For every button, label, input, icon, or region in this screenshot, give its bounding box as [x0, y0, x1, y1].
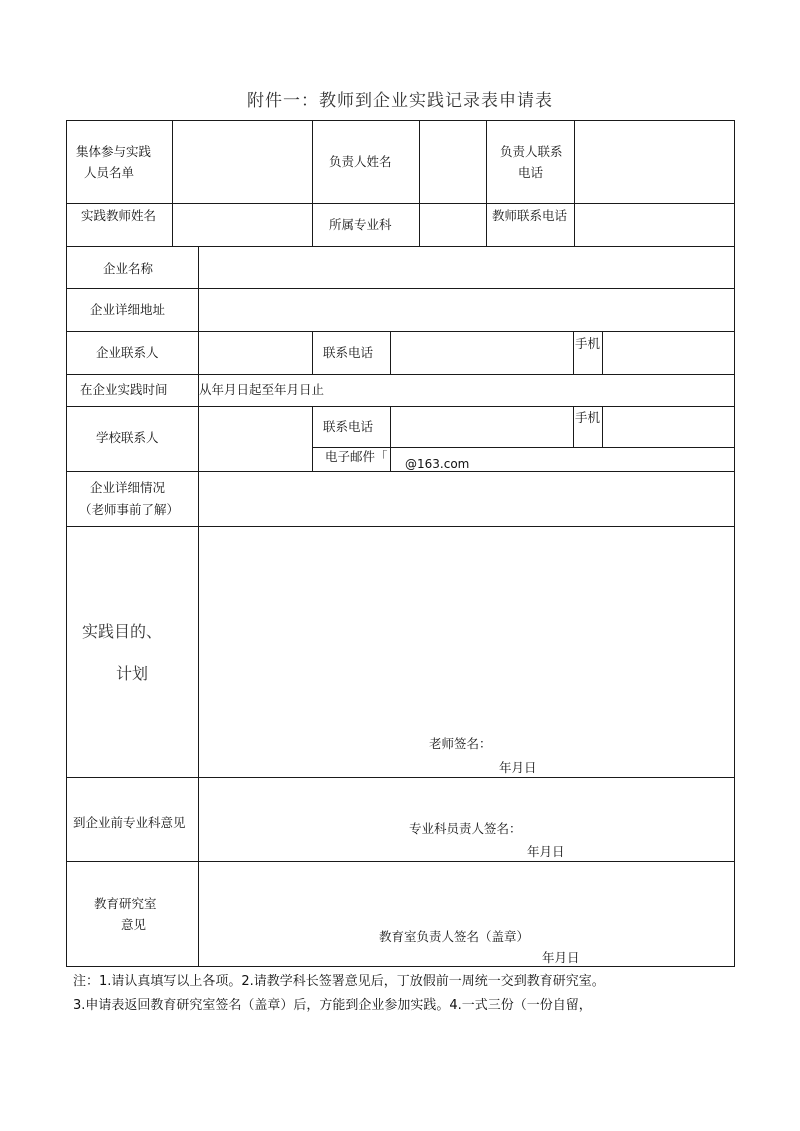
table-border-top — [66, 120, 735, 121]
company-address-label: 企业详细地址 — [90, 302, 166, 317]
department-signature-date: 年月日 — [527, 844, 565, 859]
leader-name-label: 负责人姓名 — [329, 154, 392, 169]
department-label: 所属专业科 — [329, 217, 392, 232]
practice-purpose-label-line2: 计划 — [116, 664, 149, 683]
leader-phone-label-line2: 电话 — [518, 165, 544, 180]
row-divider — [66, 331, 735, 332]
contact-phone-label: 联系电话 — [323, 345, 374, 360]
practice-time-label: 在企业实践时间 — [80, 382, 168, 397]
row-divider — [66, 406, 735, 407]
company-contact-label: 企业联系人 — [96, 345, 159, 360]
row-divider — [66, 246, 735, 247]
col-divider — [390, 406, 391, 472]
col-divider — [172, 120, 173, 247]
teacher-signature-label: 老师签名： — [429, 736, 492, 751]
email-label: 电子邮件「 — [325, 449, 388, 464]
col-divider — [573, 331, 574, 375]
page-title: 附件一：教师到企业实践记录表申请表 — [247, 91, 553, 111]
table-border-right — [734, 120, 735, 967]
table-border-left — [66, 120, 67, 967]
col-divider — [312, 331, 313, 375]
department-opinion-label: 到企业前专业科意见 — [73, 815, 186, 830]
teacher-phone-label: 教师联系电话 — [492, 208, 568, 223]
col-divider — [312, 406, 313, 472]
row-divider — [66, 861, 735, 862]
footnote-line2: 3.申请表返回教育研究室签名（盖章）后，方能到企业参加实践。4.一式三份（一份自留， — [73, 998, 592, 1013]
table-border-bottom — [66, 966, 735, 967]
education-office-signature-date: 年月日 — [542, 950, 580, 965]
group-members-label-line2: 人员名单 — [84, 165, 135, 180]
education-office-label-line1: 教育研究室 — [94, 896, 157, 911]
practice-time-value: 从年月日起至年月日止 — [199, 382, 325, 397]
education-office-label-line2: 意见 — [121, 917, 147, 932]
col-divider — [312, 120, 313, 247]
col-divider — [574, 120, 575, 247]
mobile-label: 手机 — [575, 336, 601, 351]
company-details-label-line1: 企业详细情况 — [90, 480, 166, 495]
company-name-label: 企业名称 — [103, 261, 154, 276]
row-divider — [66, 203, 735, 204]
col-divider — [198, 246, 199, 967]
email-domain-value: @163.com — [405, 457, 470, 471]
row-divider — [66, 471, 735, 472]
footnote-line1: 注：1.请认真填写以上各项。2.请教学科长签署意见后，丁放假前一周统一交到教育研究室。 — [73, 974, 605, 989]
school-contact-label: 学校联系人 — [96, 430, 159, 445]
contact-phone-label-2: 联系电话 — [323, 419, 374, 434]
group-members-label-line1: 集体参与实践 — [76, 144, 152, 159]
leader-phone-label-line1: 负责人联系 — [500, 144, 563, 159]
col-divider — [602, 406, 603, 448]
col-divider — [602, 331, 603, 375]
department-head-signature-label: 专业科员责人签名： — [409, 821, 522, 836]
company-details-label-line2: （老师事前了解） — [79, 502, 180, 517]
col-divider — [573, 406, 574, 448]
education-office-signature-label: 教育室负责人签名（盖章） — [379, 929, 530, 944]
teacher-name-label: 实践教师姓名 — [81, 208, 157, 223]
col-divider — [390, 331, 391, 375]
teacher-signature-date: 年月日 — [499, 760, 537, 775]
practice-purpose-label-line1: 实践目的、 — [82, 622, 163, 641]
row-divider — [66, 288, 735, 289]
col-divider — [486, 120, 487, 247]
col-divider — [419, 120, 420, 247]
row-divider — [66, 374, 735, 375]
row-divider — [66, 777, 735, 778]
row-divider — [66, 526, 735, 527]
mobile-label-2: 手机 — [575, 410, 601, 425]
